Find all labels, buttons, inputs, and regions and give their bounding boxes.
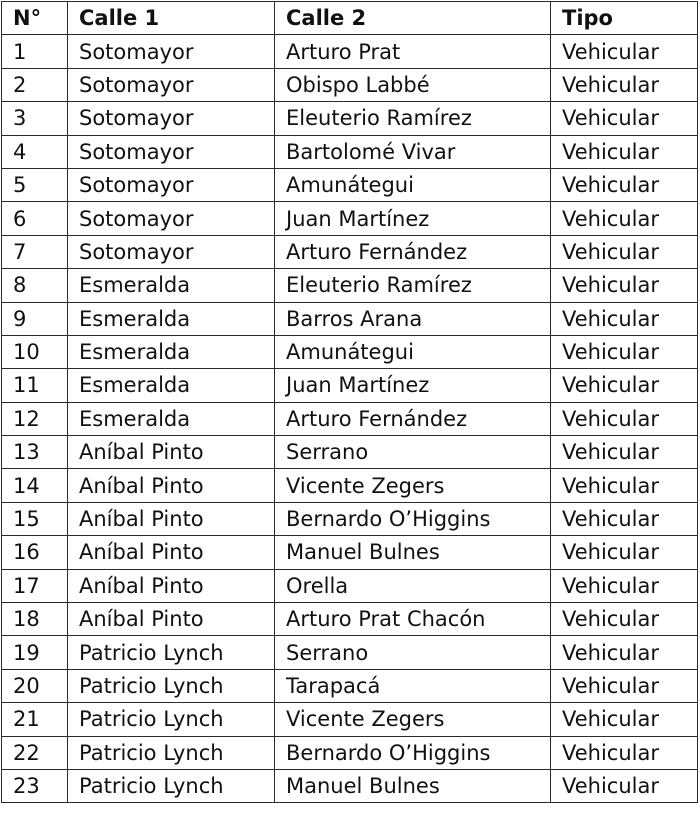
cell-type: Vehicular — [551, 68, 698, 101]
table-row — [2, 168, 698, 201]
header-street-1: Calle 1 — [68, 2, 275, 35]
cell-street-2: Serrano — [275, 436, 551, 469]
cell-street-1: Aníbal Pinto — [68, 569, 275, 602]
cell-number: 10 — [2, 335, 68, 368]
table-row — [2, 603, 698, 636]
cell-type: Vehicular — [551, 135, 698, 168]
cell-street-2: Juan Martínez — [275, 369, 551, 402]
cell-type: Vehicular — [551, 603, 698, 636]
table-row — [2, 269, 698, 302]
cell-type: Vehicular — [551, 703, 698, 736]
table-row — [2, 436, 698, 469]
cell-type: Vehicular — [551, 335, 698, 368]
table-row — [2, 35, 698, 68]
table-row — [2, 703, 698, 736]
cell-street-1: Patricio Lynch — [68, 703, 275, 736]
table-body — [2, 35, 698, 803]
cell-street-2: Vicente Zegers — [275, 703, 551, 736]
cell-street-1: Sotomayor — [68, 168, 275, 201]
cell-street-2: Tarapacá — [275, 669, 551, 702]
cell-street-1: Patricio Lynch — [68, 636, 275, 669]
cell-type: Vehicular — [551, 202, 698, 235]
table-header-row — [2, 2, 698, 35]
cell-street-2: Amunátegui — [275, 168, 551, 201]
cell-number: 20 — [2, 669, 68, 702]
cell-street-2: Amunátegui — [275, 335, 551, 368]
intersections-table — [1, 1, 698, 803]
cell-street-2: Juan Martínez — [275, 202, 551, 235]
cell-street-1: Patricio Lynch — [68, 669, 275, 702]
table-row — [2, 302, 698, 335]
table-row — [2, 469, 698, 502]
header-street-2: Calle 2 — [275, 2, 551, 35]
cell-number: 14 — [2, 469, 68, 502]
cell-street-1: Esmeralda — [68, 302, 275, 335]
cell-street-2: Arturo Fernández — [275, 235, 551, 268]
cell-type: Vehicular — [551, 636, 698, 669]
cell-number: 5 — [2, 168, 68, 201]
cell-number: 4 — [2, 135, 68, 168]
table-row — [2, 736, 698, 769]
cell-street-1: Sotomayor — [68, 35, 275, 68]
cell-street-2: Bernardo O’Higgins — [275, 736, 551, 769]
cell-type: Vehicular — [551, 369, 698, 402]
cell-number: 15 — [2, 502, 68, 535]
cell-street-2: Obispo Labbé — [275, 68, 551, 101]
cell-type: Vehicular — [551, 536, 698, 569]
table-row — [2, 335, 698, 368]
cell-street-1: Esmeralda — [68, 402, 275, 435]
table-row — [2, 569, 698, 602]
cell-street-2: Bartolomé Vivar — [275, 135, 551, 168]
cell-number: 13 — [2, 436, 68, 469]
cell-street-1: Esmeralda — [68, 369, 275, 402]
cell-type: Vehicular — [551, 669, 698, 702]
cell-type: Vehicular — [551, 35, 698, 68]
cell-type: Vehicular — [551, 569, 698, 602]
cell-street-1: Esmeralda — [68, 269, 275, 302]
cell-street-2: Manuel Bulnes — [275, 536, 551, 569]
table-row — [2, 135, 698, 168]
cell-type: Vehicular — [551, 402, 698, 435]
cell-street-1: Patricio Lynch — [68, 769, 275, 802]
cell-number: 9 — [2, 302, 68, 335]
cell-type: Vehicular — [551, 736, 698, 769]
cell-street-1: Aníbal Pinto — [68, 603, 275, 636]
cell-street-2: Orella — [275, 569, 551, 602]
cell-street-1: Sotomayor — [68, 68, 275, 101]
cell-type: Vehicular — [551, 769, 698, 802]
cell-number: 2 — [2, 68, 68, 101]
cell-street-2: Eleuterio Ramírez — [275, 102, 551, 135]
cell-type: Vehicular — [551, 235, 698, 268]
header-type: Tipo — [551, 2, 698, 35]
table-row — [2, 102, 698, 135]
cell-number: 19 — [2, 636, 68, 669]
cell-number: 16 — [2, 536, 68, 569]
cell-street-1: Sotomayor — [68, 235, 275, 268]
cell-number: 6 — [2, 202, 68, 235]
table-row — [2, 669, 698, 702]
cell-street-1: Esmeralda — [68, 335, 275, 368]
cell-type: Vehicular — [551, 302, 698, 335]
cell-street-1: Patricio Lynch — [68, 736, 275, 769]
cell-number: 12 — [2, 402, 68, 435]
cell-street-1: Aníbal Pinto — [68, 536, 275, 569]
cell-number: 18 — [2, 603, 68, 636]
table-row — [2, 536, 698, 569]
cell-number: 22 — [2, 736, 68, 769]
cell-street-2: Arturo Fernández — [275, 402, 551, 435]
cell-number: 23 — [2, 769, 68, 802]
table-row — [2, 502, 698, 535]
cell-type: Vehicular — [551, 102, 698, 135]
cell-street-2: Arturo Prat — [275, 35, 551, 68]
cell-number: 11 — [2, 369, 68, 402]
table-row — [2, 636, 698, 669]
table-row — [2, 402, 698, 435]
cell-number: 1 — [2, 35, 68, 68]
cell-street-1: Aníbal Pinto — [68, 436, 275, 469]
header-number: N° — [2, 2, 68, 35]
cell-street-2: Vicente Zegers — [275, 469, 551, 502]
cell-street-2: Barros Arana — [275, 302, 551, 335]
table-row — [2, 235, 698, 268]
cell-type: Vehicular — [551, 436, 698, 469]
cell-number: 8 — [2, 269, 68, 302]
cell-street-2: Manuel Bulnes — [275, 769, 551, 802]
table-row — [2, 202, 698, 235]
cell-street-1: Sotomayor — [68, 135, 275, 168]
cell-number: 3 — [2, 102, 68, 135]
cell-type: Vehicular — [551, 168, 698, 201]
cell-type: Vehicular — [551, 469, 698, 502]
cell-street-2: Arturo Prat Chacón — [275, 603, 551, 636]
cell-street-1: Aníbal Pinto — [68, 469, 275, 502]
cell-street-1: Sotomayor — [68, 102, 275, 135]
cell-street-2: Serrano — [275, 636, 551, 669]
cell-street-2: Eleuterio Ramírez — [275, 269, 551, 302]
cell-street-1: Sotomayor — [68, 202, 275, 235]
cell-number: 21 — [2, 703, 68, 736]
cell-type: Vehicular — [551, 269, 698, 302]
table-row — [2, 68, 698, 101]
cell-type: Vehicular — [551, 502, 698, 535]
table-row — [2, 369, 698, 402]
table-row — [2, 769, 698, 802]
cell-street-2: Bernardo O’Higgins — [275, 502, 551, 535]
cell-street-1: Aníbal Pinto — [68, 502, 275, 535]
cell-number: 7 — [2, 235, 68, 268]
cell-number: 17 — [2, 569, 68, 602]
